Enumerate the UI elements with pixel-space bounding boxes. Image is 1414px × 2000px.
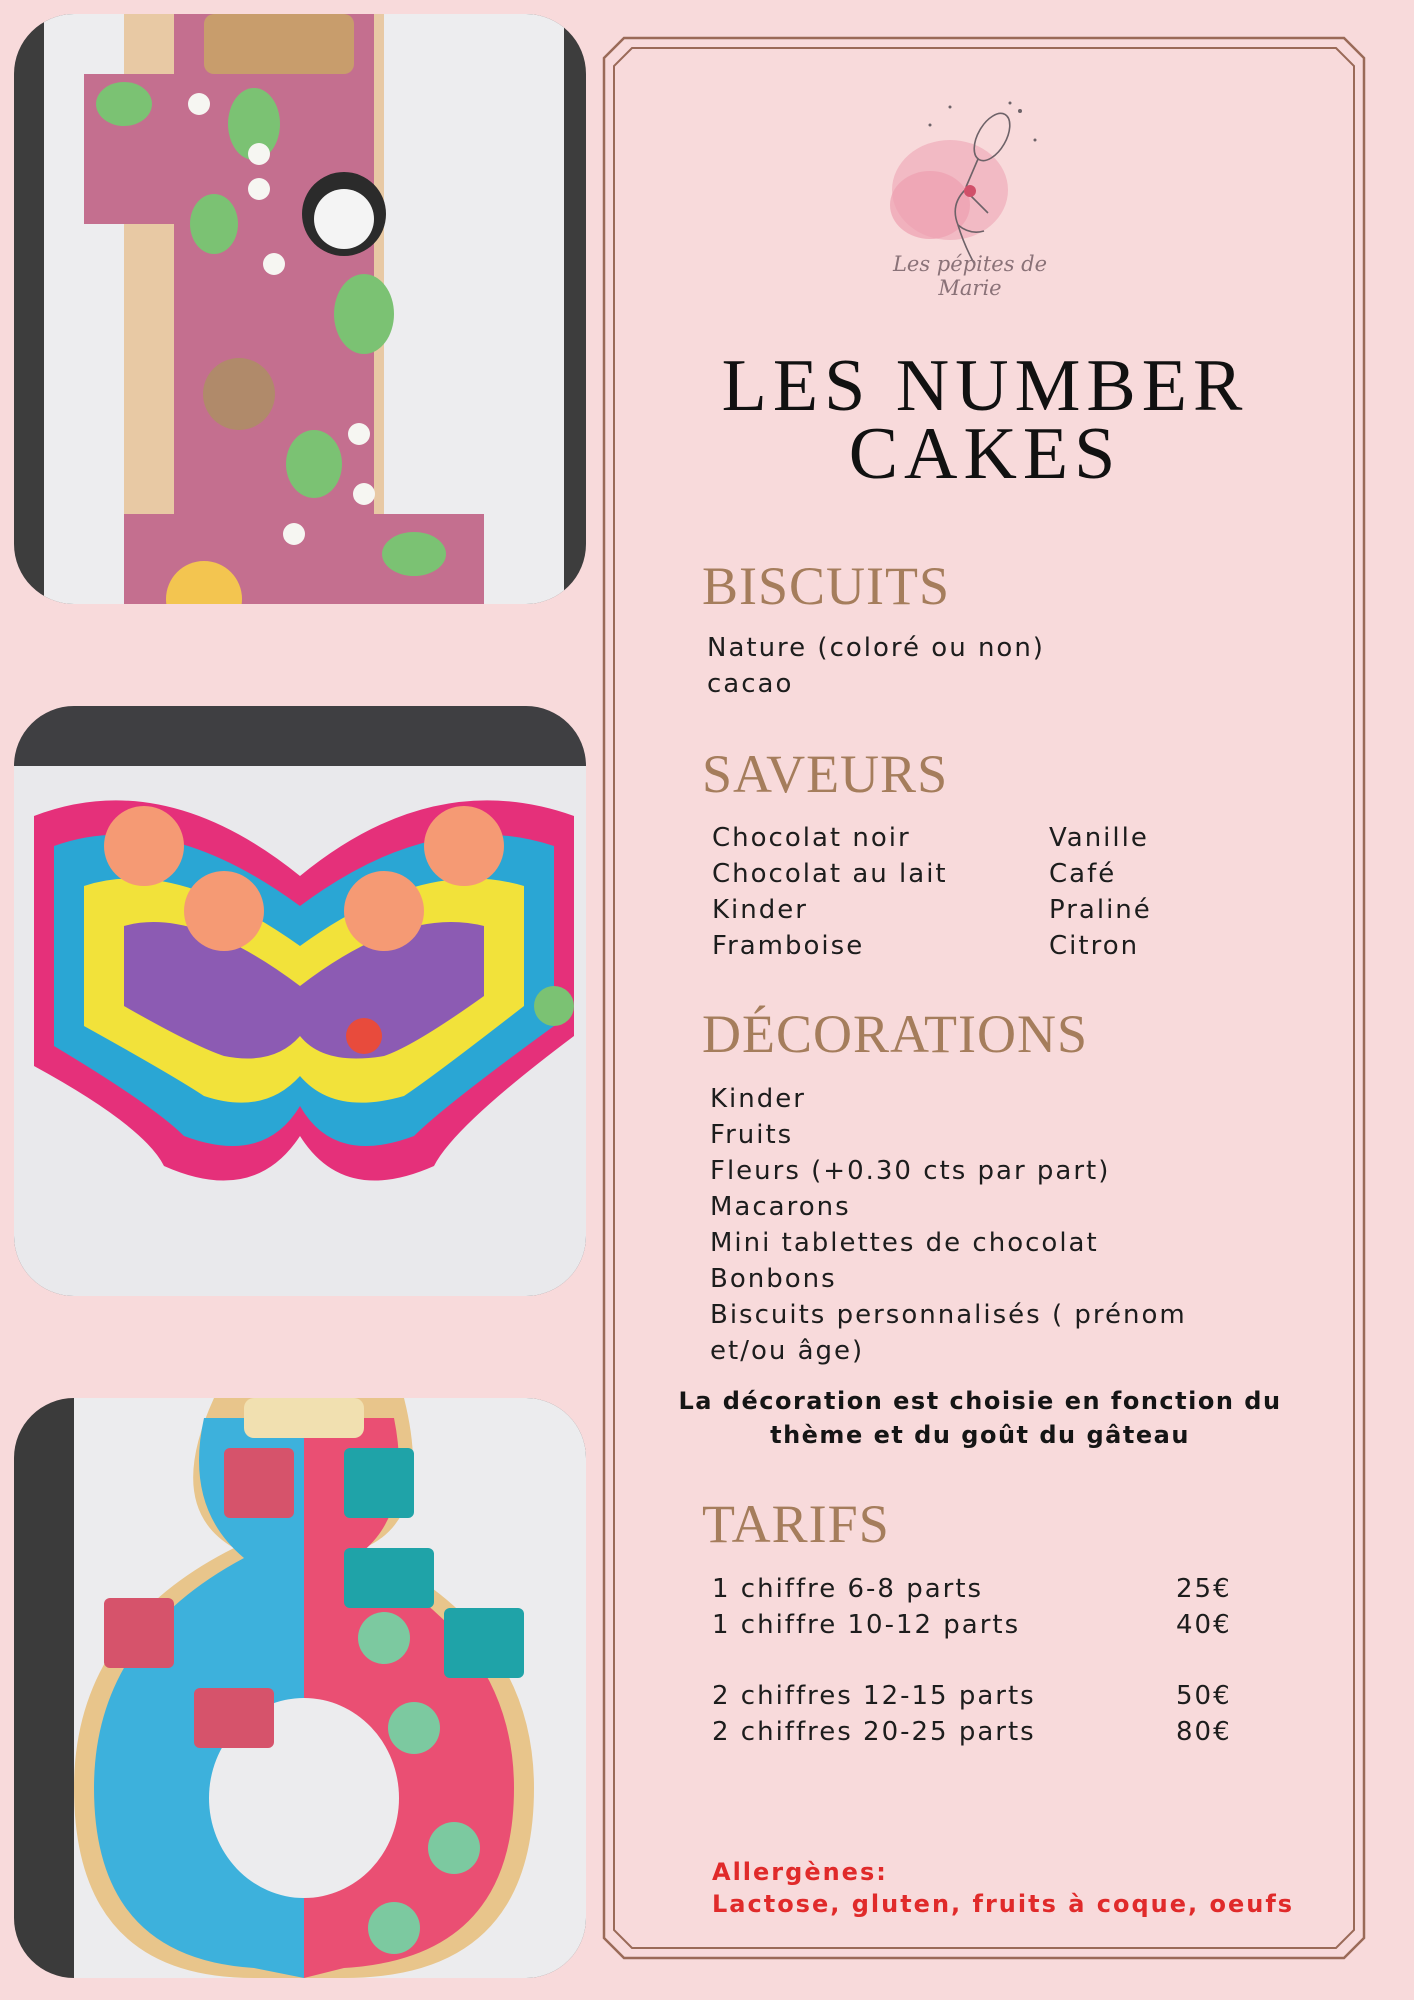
price-label: 2 chiffres 20-25 parts bbox=[712, 1717, 1036, 1747]
list-item: Macarons bbox=[710, 1192, 851, 1222]
price-label: 1 chiffre 6-8 parts bbox=[712, 1574, 984, 1604]
price-label: 1 chiffre 10-12 parts bbox=[712, 1610, 1021, 1640]
list-item: Fleurs (+0.30 cts par part) bbox=[710, 1156, 1111, 1186]
list-item: Kinder bbox=[712, 895, 808, 925]
title-line-1: LES NUMBER bbox=[721, 345, 1249, 427]
list-item: Café bbox=[1049, 859, 1117, 889]
photo-number-one-cake bbox=[14, 14, 586, 604]
list-item: Framboise bbox=[712, 931, 865, 961]
price-value: 80€ bbox=[1176, 1717, 1232, 1747]
price-value: 50€ bbox=[1176, 1681, 1232, 1711]
list-item: cacao bbox=[707, 669, 794, 699]
list-item: Chocolat au lait bbox=[712, 859, 948, 889]
menu-frame bbox=[602, 36, 1366, 1960]
brand-name: Les pépites de Marie bbox=[892, 252, 1048, 300]
list-item: Nature (coloré ou non) bbox=[707, 633, 1045, 663]
price-value: 25€ bbox=[1176, 1574, 1232, 1604]
saveurs-heading: SAVEURS bbox=[702, 744, 949, 804]
biscuits-heading: BISCUITS bbox=[702, 556, 951, 616]
page-title bbox=[640, 345, 1330, 495]
price-label: 2 chiffres 12-15 parts bbox=[712, 1681, 1036, 1711]
price-value: 40€ bbox=[1176, 1610, 1232, 1640]
list-item: Vanille bbox=[1049, 823, 1149, 853]
photo-butterfly-cake bbox=[14, 706, 586, 1296]
list-item: Chocolat noir bbox=[712, 823, 911, 853]
allergen-label: Allergènes: bbox=[712, 1858, 888, 1886]
saveurs-list-col2 bbox=[1049, 820, 1152, 964]
list-item: Citron bbox=[1049, 931, 1140, 961]
photo-number-eight-cake bbox=[14, 1398, 586, 1978]
tarifs-heading: TARIFS bbox=[702, 1494, 890, 1554]
note-line-1: La décoration est choisie en fonction du bbox=[678, 1387, 1282, 1415]
note-line-2: thème et du goût du gâteau bbox=[770, 1421, 1190, 1449]
saveurs-list-col1 bbox=[712, 820, 948, 964]
decorations-heading: DÉCORATIONS bbox=[702, 1004, 1089, 1064]
list-item: Bonbons bbox=[710, 1264, 837, 1294]
list-item: Praliné bbox=[1049, 895, 1152, 925]
decoration-note bbox=[660, 1384, 1300, 1452]
list-item: et/ou âge) bbox=[710, 1336, 865, 1366]
decorations-list bbox=[710, 1081, 1187, 1369]
list-item: Kinder bbox=[710, 1084, 806, 1114]
list-item: Mini tablettes de chocolat bbox=[710, 1228, 1099, 1258]
biscuits-list bbox=[707, 630, 1045, 702]
title-line-2: CAKES bbox=[848, 413, 1122, 495]
list-item: Biscuits personnalisés ( prénom bbox=[710, 1300, 1187, 1330]
list-item: Fruits bbox=[710, 1120, 794, 1150]
allergen-list: Lactose, gluten, fruits à coque, oeufs bbox=[712, 1890, 1295, 1918]
